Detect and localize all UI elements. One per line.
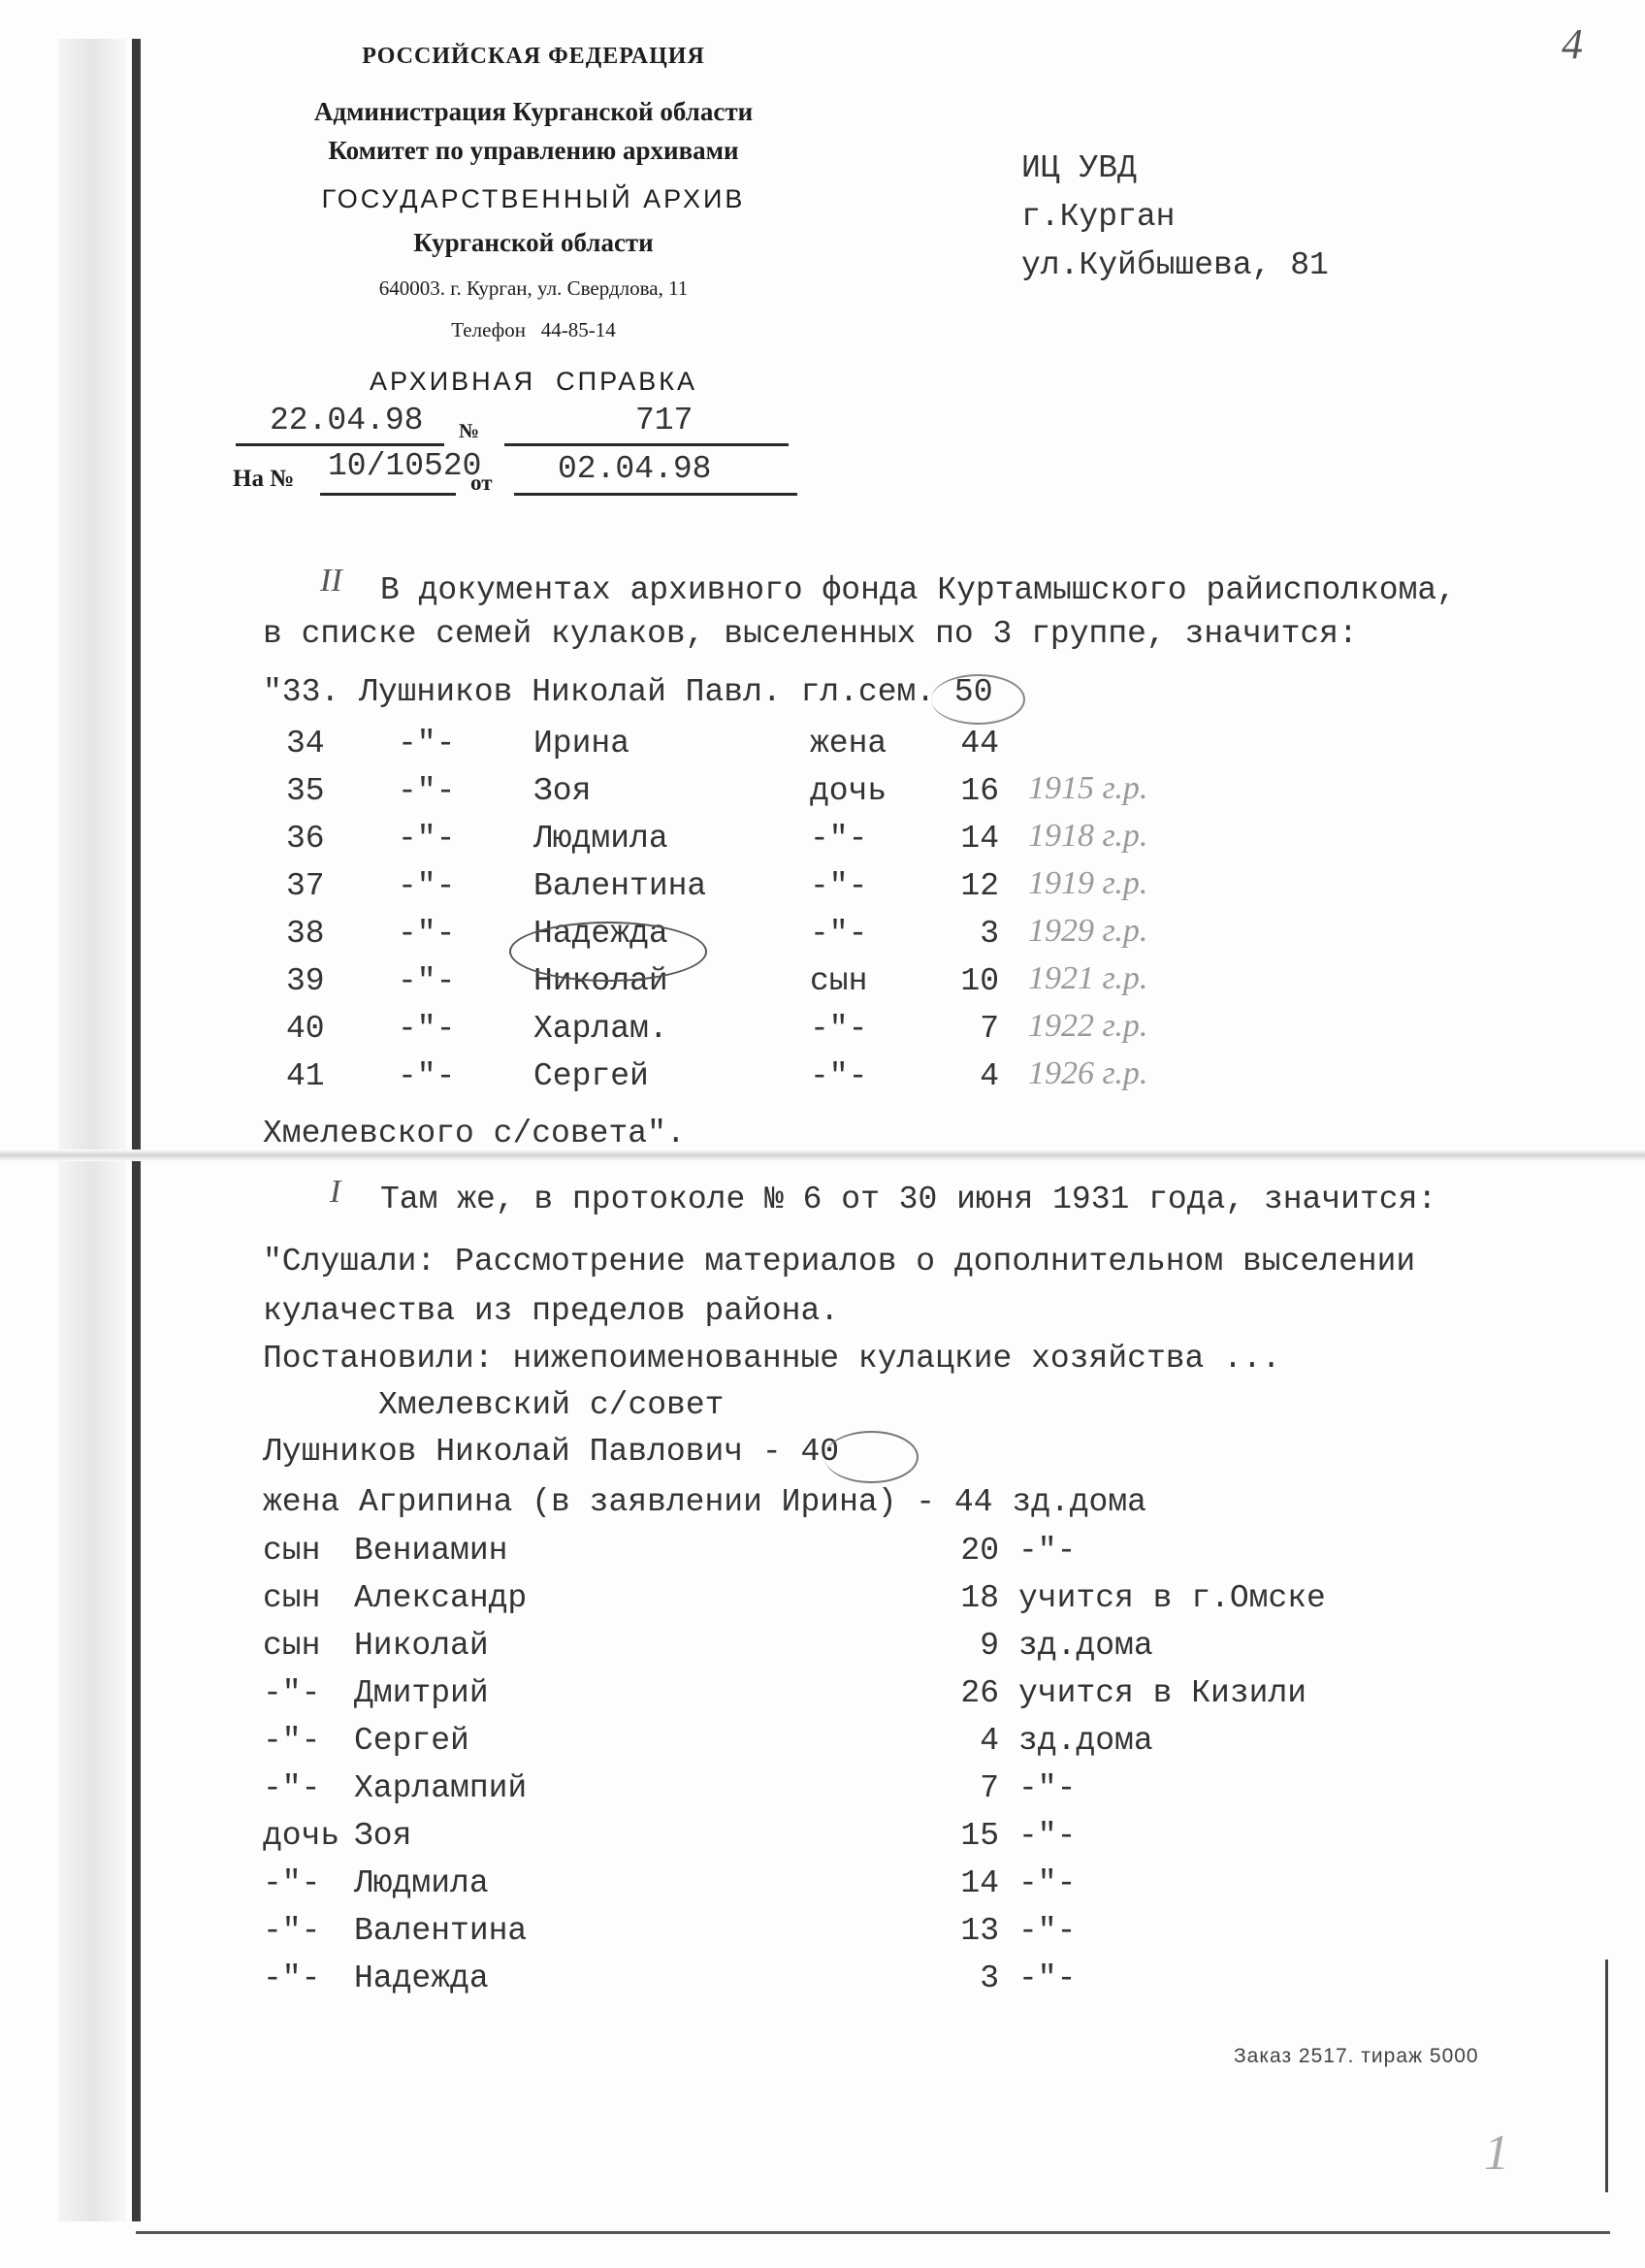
row-relation: дочь	[810, 773, 887, 809]
row-name: Людмила	[533, 821, 668, 857]
row-number: 36	[286, 821, 325, 857]
row-name: Харлампий	[354, 1770, 528, 1806]
row-name: Дмитрий	[354, 1675, 489, 1711]
ref-number: 10/10520	[328, 448, 482, 484]
print-info: Заказ 2517. тираж 5000	[1234, 2045, 1479, 2067]
para2-line2: "Слушали: Рассмотрение материалов о дополнительном выселении	[263, 1244, 1416, 1280]
row-age: 4	[980, 1058, 999, 1094]
row-age: 7	[980, 1011, 999, 1047]
certificate-title: АРХИВНАЯ СПРАВКА	[369, 367, 698, 396]
row-name: Сергей	[354, 1723, 469, 1759]
row-age: 44	[960, 726, 999, 761]
row-name: Людмила	[354, 1865, 489, 1901]
row-relation: жена	[810, 726, 887, 761]
row-age: 16	[960, 773, 999, 809]
row-number: 35	[286, 773, 325, 809]
row-relation: -"-	[810, 868, 868, 904]
row-number: 41	[286, 1058, 325, 1094]
row-handwritten-note: 1919 г.р.	[1028, 865, 1148, 901]
page-mark: 1	[1484, 2125, 1509, 2181]
row-relation: дочь	[263, 1818, 340, 1854]
row-number: 34	[286, 726, 325, 761]
recipient-line2: г.Курган	[1021, 199, 1176, 235]
row-relation: -"-	[263, 1865, 321, 1901]
row-age: 4	[980, 1723, 999, 1759]
para1-mark: II	[320, 563, 342, 599]
ref-label: На №	[233, 466, 295, 492]
para2-mark: I	[330, 1174, 341, 1210]
row-note: зд.дома	[1018, 1723, 1153, 1759]
para2-line3: кулачества из пределов района.	[263, 1293, 840, 1329]
row-name: Вениамин	[354, 1533, 508, 1569]
para1-closing: Хмелевского с/совета".	[263, 1116, 686, 1151]
row-handwritten-note: 1926 г.р.	[1028, 1055, 1148, 1091]
row-note: -"-	[1018, 1960, 1077, 1996]
row-name: Харлам.	[533, 1011, 668, 1047]
letterhead-phone: Телефон 44-85-14	[451, 318, 616, 341]
ref-from-label: от	[470, 470, 493, 495]
row-name: Александр	[354, 1580, 528, 1616]
row-note: -"-	[1018, 1533, 1077, 1569]
row-handwritten-note: 1922 г.р.	[1028, 1008, 1148, 1044]
row-number: 37	[286, 868, 325, 904]
row-relation: сын	[810, 963, 868, 999]
right-edge	[1605, 1960, 1608, 2192]
row-note: учится в г.Омске	[1018, 1580, 1326, 1616]
row-age: 12	[960, 868, 999, 904]
letterhead-committee: Комитет по управлению архивами	[328, 136, 739, 165]
row-note: -"-	[1018, 1865, 1077, 1901]
row-relation: -"-	[263, 1723, 321, 1759]
row-age: 18	[960, 1580, 999, 1616]
row-age: 14	[960, 821, 999, 857]
letterhead-region: Курганской области	[413, 228, 654, 257]
row-name: Николай	[533, 963, 668, 999]
row-ditto: -"-	[398, 868, 456, 904]
row-note: учится в Кизили	[1018, 1675, 1307, 1711]
row-relation: -"-	[263, 1770, 321, 1806]
row-age: 14	[960, 1865, 999, 1901]
row-handwritten-note: 1929 г.р.	[1028, 913, 1148, 949]
para2-line5: Хмелевский с/совет	[378, 1387, 725, 1423]
certificate-number: 717	[635, 403, 693, 438]
row-relation: сын	[263, 1628, 321, 1664]
row-name: Валентина	[354, 1913, 528, 1949]
row-relation: -"-	[263, 1675, 321, 1711]
letterhead-address: 640003. г. Курган, ул. Свердлова, 11	[378, 276, 689, 300]
row-age: 13	[960, 1913, 999, 1949]
row-ditto: -"-	[398, 726, 456, 761]
row-note: зд.дома	[1018, 1628, 1153, 1664]
scan-edge-shadow	[58, 39, 126, 2221]
row-age: 10	[960, 963, 999, 999]
row-relation: -"-	[263, 1913, 321, 1949]
para1-first-row: "33. Лушников Николай Павл. гл.сем. 50	[263, 674, 993, 710]
row-relation: сын	[263, 1533, 321, 1569]
row-ditto: -"-	[398, 1058, 456, 1094]
letterhead-administration: Администрация Курганской области	[313, 97, 754, 126]
row-note: -"-	[1018, 1913, 1077, 1949]
row-relation: -"-	[810, 916, 868, 952]
recipient-line3: ул.Куйбышева, 81	[1021, 247, 1329, 283]
row-age: 15	[960, 1818, 999, 1854]
row-name: Сергей	[533, 1058, 649, 1094]
binding-bar	[132, 39, 141, 2221]
recipient-line1: ИЦ УВД	[1021, 150, 1137, 186]
row-ditto: -"-	[398, 963, 456, 999]
row-relation: -"-	[810, 1011, 868, 1047]
letterhead-archive: ГОСУДАРСТВЕННЫЙ АРХИВ	[321, 184, 746, 213]
para2-head: Лушников Николай Павлович - 40	[263, 1434, 840, 1470]
paper-fold	[0, 1150, 1645, 1161]
row-note: -"-	[1018, 1818, 1077, 1854]
row-ditto: -"-	[398, 821, 456, 857]
row-relation: -"-	[263, 1960, 321, 1996]
para2-wife: жена Агрипина (в заявлении Ирина) - 44 зд.дома	[263, 1484, 1146, 1520]
row-number: 38	[286, 916, 325, 952]
row-name: Зоя	[533, 773, 592, 809]
row-handwritten-note: 1918 г.р.	[1028, 818, 1148, 854]
row-number: 40	[286, 1011, 325, 1047]
bottom-edge	[136, 2231, 1610, 2234]
row-name: Ирина	[533, 726, 630, 761]
row-handwritten-note: 1921 г.р.	[1028, 960, 1148, 996]
row-name: Валентина	[533, 868, 707, 904]
row-age: 3	[980, 1960, 999, 1996]
row-age: 26	[960, 1675, 999, 1711]
row-age: 3	[980, 916, 999, 952]
row-number: 39	[286, 963, 325, 999]
row-age: 20	[960, 1533, 999, 1569]
row-relation: -"-	[810, 821, 868, 857]
row-ditto: -"-	[398, 773, 456, 809]
certificate-date: 22.04.98	[270, 403, 424, 438]
row-age: 9	[980, 1628, 999, 1664]
row-handwritten-note: 1915 г.р.	[1028, 770, 1148, 806]
row-relation: -"-	[810, 1058, 868, 1094]
para1-line2: в списке семей кулаков, выселенных по 3 группе, значится:	[263, 616, 1358, 652]
row-ditto: -"-	[398, 1011, 456, 1047]
row-name: Николай	[354, 1628, 489, 1664]
para1-line1: В документах архивного фонда Куртамышского райисполкома,	[380, 572, 1456, 608]
row-name: Зоя	[354, 1818, 412, 1854]
para2-line1: Там же, в протоколе № 6 от 30 июня 1931 года, значится:	[380, 1182, 1437, 1217]
row-note: -"-	[1018, 1770, 1077, 1806]
row-name: Надежда	[533, 916, 668, 952]
letterhead-country: РОССИЙСКАЯ ФЕДЕРАЦИЯ	[362, 44, 705, 69]
row-relation: сын	[263, 1580, 321, 1616]
row-name: Надежда	[354, 1960, 489, 1996]
ref-date: 02.04.98	[558, 451, 712, 487]
corner-mark: 4	[1562, 20, 1583, 68]
number-label: №	[459, 419, 480, 442]
row-age: 7	[980, 1770, 999, 1806]
para2-line4: Постановили: нижепоименованные кулацкие хозяйства ...	[263, 1341, 1281, 1377]
row-ditto: -"-	[398, 916, 456, 952]
